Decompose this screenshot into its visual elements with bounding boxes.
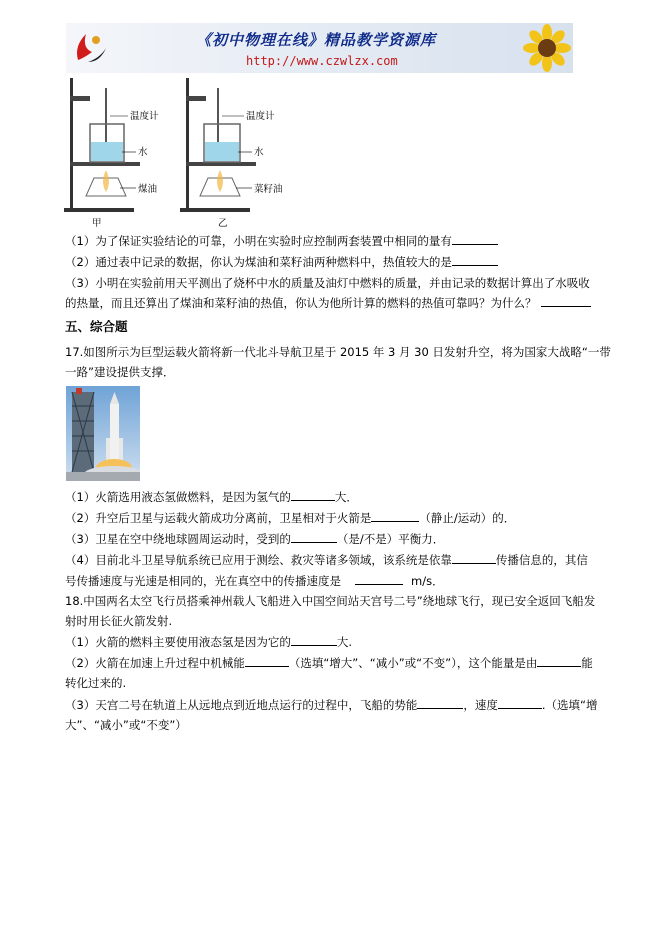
answer-blank[interactable] <box>291 634 337 646</box>
answer-blank[interactable] <box>537 655 581 667</box>
label-thermometer: 温度计 <box>246 111 275 122</box>
apparatus-figure-right <box>178 78 308 228</box>
rocket-launch-photo <box>66 386 140 481</box>
label-water: 水 <box>254 147 264 158</box>
header-banner <box>66 23 573 73</box>
logo-icon <box>70 28 110 68</box>
q17-sub4-line2: 号传播速度与光速是相同的，光在真空中的传播速度是 m/s． <box>65 574 444 588</box>
banner-title: 《初中物理在线》精品教学资源库 <box>196 31 437 49</box>
figure-caption: 甲 <box>92 218 102 228</box>
q18-sub3-line1: （3）天宫二号在轨道上从远地点到近地点运行的过程中，飞船的势能 ，速度 .（选填“增 <box>65 698 598 712</box>
q17-sub3: （3）卫星在空中绕地球圆周运动时，受到的 （是/不是）平衡力． <box>65 532 445 546</box>
label-thermometer: 温度计 <box>130 111 159 122</box>
answer-blank[interactable] <box>452 233 498 245</box>
section-title: 五、综合题 <box>65 319 128 334</box>
answer-blank[interactable] <box>452 254 498 266</box>
q17-sub1: （1）火箭选用液态氢做燃料，是因为氢气的 大． <box>65 490 358 504</box>
apparatus-figure-left <box>62 78 182 228</box>
q18-sub3-line2: 大”、“减小”或“不变”） <box>65 718 187 732</box>
answer-blank[interactable] <box>355 573 403 585</box>
q18-stem-line1: 18.中国两名太空飞行员搭乘神州载人飞船进入中国空间站天宫号二号”绕地球飞行，现已安全返回飞船发 <box>65 594 596 608</box>
q16-sub2: （2）通过表中记录的数据，你认为煤油和菜籽油两种燃料中，热值较大的是 <box>65 254 498 270</box>
answer-blank[interactable] <box>245 655 289 667</box>
label-fuel: 菜籽油 <box>254 184 283 195</box>
answer-blank[interactable] <box>452 552 496 564</box>
q16-sub3-line2: 的热量，而且还算出了煤油和菜籽油的热值，你认为他所计算的燃料的热值可靠吗？为什么？ <box>65 295 591 311</box>
answer-blank[interactable] <box>371 510 419 522</box>
label-fuel: 煤油 <box>138 184 158 195</box>
answer-blank[interactable] <box>417 697 463 709</box>
answer-blank[interactable] <box>291 531 337 543</box>
answer-blank[interactable] <box>541 295 591 307</box>
q18-sub2-line2: 转化过来的. <box>65 676 127 690</box>
q18-sub2-line1: （2）火箭在加速上升过程中机械能 （选填“增大”、“减小”或“不变”），这个能量是由 能 <box>65 656 593 670</box>
banner-url: http://www.czwlzx.com <box>246 54 398 68</box>
q16-sub1: （1）为了保证实验结论的可靠，小明在实验时应控制两套装置中相同的量有 <box>65 233 498 249</box>
q18-stem-line2: 射时用长征火箭发射. <box>65 614 173 628</box>
q17-sub2: （2）升空后卫星与运载火箭成功分离前，卫星相对于火箭是 （静止/运动）的． <box>65 511 516 525</box>
figure-caption: 乙 <box>218 218 228 228</box>
sunflower-icon <box>521 23 573 73</box>
answer-blank[interactable] <box>291 489 335 501</box>
q18-sub1: （1）火箭的燃料主要使用液态氢是因为它的 大. <box>65 635 352 649</box>
q17-stem-line2: 一路”建设提供支撑． <box>65 365 175 379</box>
q17-sub4-line1: （4）目前北斗卫星导航系统已应用于测绘、救灾等诸多领域，该系统是依靠 传播信息的，其信 <box>65 553 588 567</box>
q17-stem-line1: 17.如图所示为巨型运载火箭将新一代北斗导航卫星于 2015 年 3 月 30 日发射升空，将为国家大战略“一带 <box>65 345 611 359</box>
label-water: 水 <box>138 147 148 158</box>
answer-blank[interactable] <box>498 697 542 709</box>
q16-sub3-line1: （3）小明在实验前用天平测出了烧杯中水的质量及油灯中燃料的质量，并由记录的数据计算出了水吸收 <box>65 276 590 290</box>
